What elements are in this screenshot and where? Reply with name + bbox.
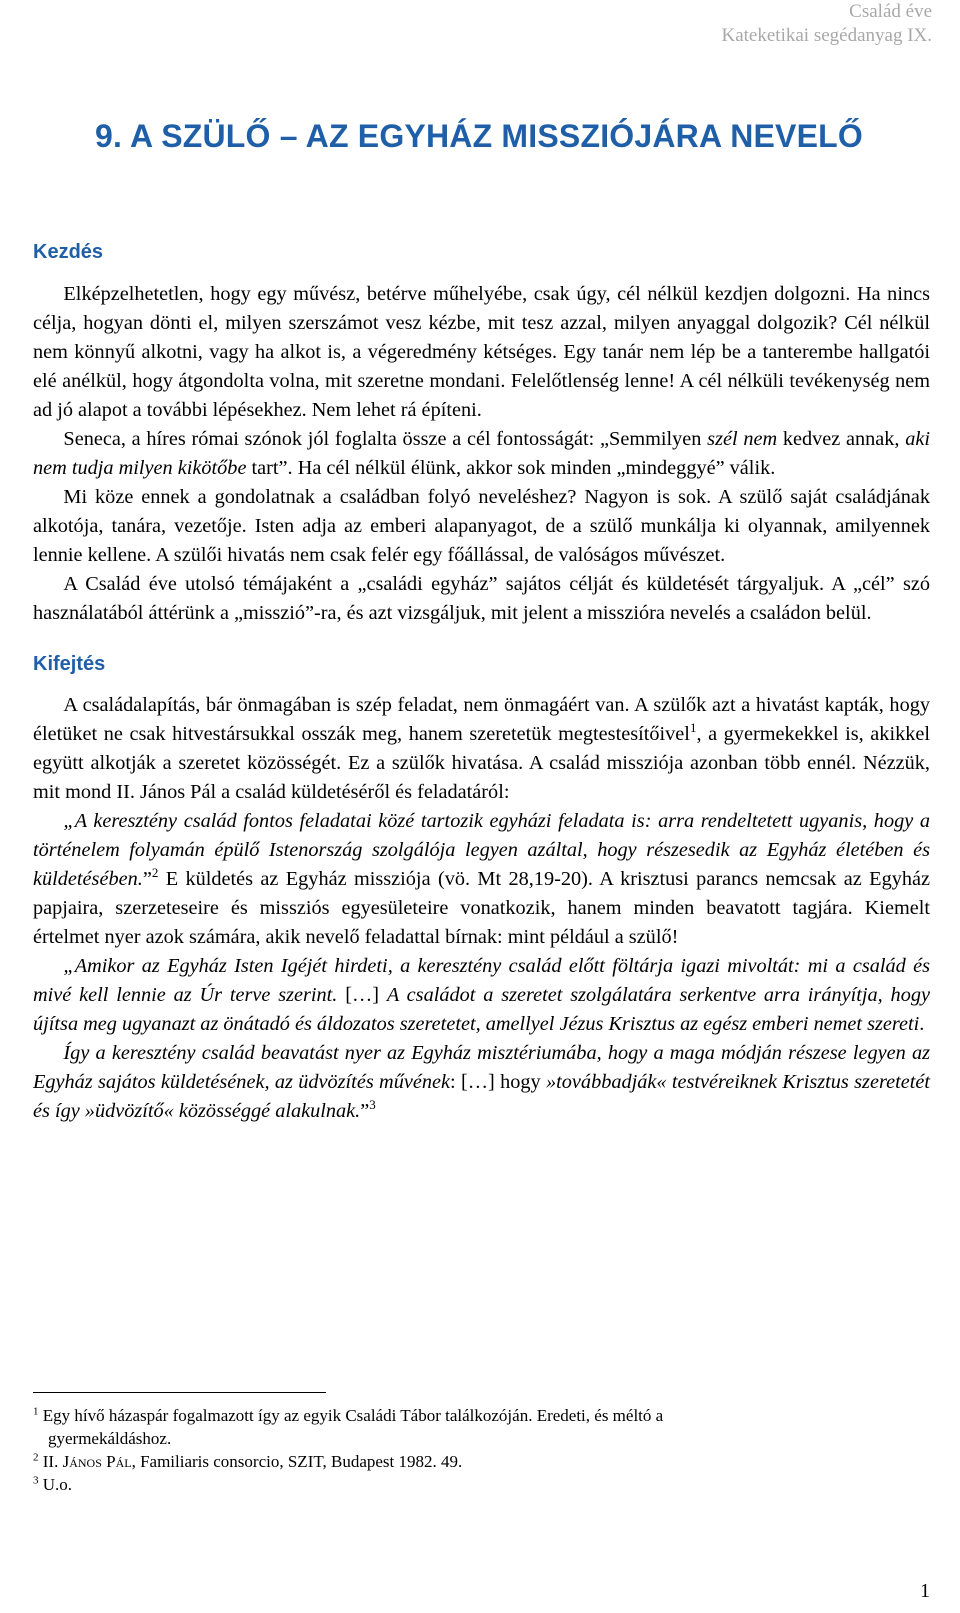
quote-italic: Így a keresztény család beavatást nyer az Egyház misztériumába, hogy a maga módján részese legyen az Egyház sajátos küldetésének, az üdvözítés művének — [33, 1042, 930, 1093]
text-span: , a gyermekekkel is, akikkel együtt alkotják a szeretet közösségét. Ez a szülők hivatása. A család missziója azonban több ennél. Nézzük, mit mond II. János Pál a család küldetéséről és feladatáról: — [33, 723, 930, 803]
paragraph — [33, 570, 930, 628]
text-span: […] — [337, 984, 387, 1006]
footnote-3 — [33, 1473, 833, 1496]
text-span: : […] hogy — [450, 1071, 547, 1093]
main-content — [33, 238, 930, 1126]
text-span: A családalapítás, bár önmagában is szép feladat, nem önmagáért van. A szülők azt a hivatást kapták, hogy életüket ne csak hitvestársukkal osszák meg, hanem szeretetük megtestesítőivel — [33, 694, 930, 745]
section-heading-kifejtes: Kifejtés — [33, 653, 106, 675]
italic-span: szél nem — [707, 428, 778, 450]
footnote-text: II. — [42, 1452, 63, 1471]
footnote-text: U.o. — [42, 1475, 73, 1494]
footnote-1 — [33, 1404, 833, 1450]
quote-italic: »továbbadják« testvéreiknek Krisztus szeretetét és így »üdvözítő« közösséggé alakulnak. — [33, 1071, 931, 1122]
italic-span: aki nem tudja milyen kikötőbe — [33, 428, 931, 479]
footnote-number: 1 — [33, 1405, 39, 1418]
text-span: . — [919, 1013, 925, 1035]
paragraph-text: A Család éve utolsó témájaként a „családi egyház” sajátos célját és küldetését tárgyaljuk. A „cél” szó használatából áttérünk a „misszió”-ra, és azt vizsgáljuk, mit jelent a misszióra nevelés a családon belül. — [33, 573, 930, 624]
footnote-text: Egy hívő házaspár fogalmazott így az egyik Családi Tábor találkozóján. Eredeti, és méltó a — [42, 1406, 664, 1425]
paragraph: „A keresztény család fontos feladatai közé tartozik egyházi feladata is: arra rendeltetett ugyanis, hogy a történelem folyamán épülő Istenország szolgálója legyen azáltal, hogy részesedik az Egyház életében és küldetésében.”$^2$ E küldetés az Egyház missziója (vö. Mt 28,19-20). A krisztusi parancs nemcsak az Egyház papjaira, szerzeteseire és missziós egyesületeire vonatkozik, hanem minden beavatott tagjára. Kiemelt értelmet nyer azok számára, akik nevelő feladattal bírnak: mint például a szülő! — [33, 810, 930, 948]
footnote-author: János Pál — [62, 1452, 132, 1471]
paragraph-text: Elképzelhetetlen, hogy egy művész, betérve műhelyébe, csak úgy, cél nélkül kezdjen dolgozni. Ha nincs célja, hogyan dönti el, milyen szerszámot vesz kézbe, mit tesz azzal, milyen anyaggal dolgozik? Cél nélkül nem könnyű alkotni, vagy ha alkot is, a végeredmény kétséges. Egy tanár nem lép be a tanterembe hallgatói elé anélkül, hogy átgondolta volna, mit szeretne mondani. Felelőtlenség lenne! A cél nélküli tevékenység nem ad jó alapot a további lépésekhez. Nem lehet rá építeni. — [33, 283, 930, 421]
header-line-1: Család éve — [849, 1, 932, 22]
footnote-text-continued: gyermekáldáshoz. — [48, 1429, 172, 1448]
footnote-ref: 2 — [151, 865, 159, 881]
text-span: kedvez annak, — [777, 428, 906, 450]
footnote-ref: 1 — [689, 720, 697, 736]
footnote-2 — [33, 1450, 833, 1473]
paragraph-text: Mi köze ennek a gondolatnak a családban folyó neveléshez? Nagyon is sok. A szülő saját családjának alkotója, tanára, vezetője. Isten adja az emberi alapanyagot, de a szülő munkálja ki olyannak, amilyennek lennie kellene. A szülői hivatás nem csak felér egy főállással, de valóságos művészet. — [33, 486, 930, 566]
footnote-divider — [33, 1392, 326, 1393]
text-span: Seneca, a híres római szónok jól foglalta össze a cél fontosságát: „Semmilyen — [63, 428, 708, 450]
paragraph — [33, 425, 930, 483]
paragraph — [33, 483, 930, 570]
running-header — [722, 0, 933, 48]
footnote-ref: 3 — [369, 1097, 376, 1113]
paragraph — [33, 691, 930, 807]
quote-italic: „A keresztény család fontos feladatai közé tartozik egyházi feladata is: arra rendeltetett ugyanis, hogy a történelem folyamán épülő Istenország szolgálója legyen azáltal, hogy részesedik az Egyház életében és küldetésében. — [33, 810, 930, 890]
paragraph: Így a keresztény család beavatást nyer az Egyház misztériumába, hogy a maga módján részese legyen az Egyház sajátos küldetésének, az üdvözítés művének: […] hogy »továbbadják« testvéreiknek Krisztus szeretetét és így »üdvözítő« közösséggé alakulnak.”$^3$ — [33, 1042, 931, 1122]
text-span: E küldetés az Egyház missziója (vö. Mt 28,19-20). A krisztusi parancs nemcsak az Egyház papjaira, szerzeteseire és missziós egyesületeire vonatkozik, hanem minden beavatott tagjára. Kiemelt értelmet nyer azok számára, akik nevelő feladattal bírnak: mint például a szülő! — [33, 868, 930, 948]
footnote-number: 2 — [33, 1451, 39, 1464]
header-line-2: Kateketikai segédanyag IX. — [721, 25, 932, 46]
footnotes — [33, 1404, 833, 1496]
paragraph — [33, 952, 930, 1039]
footnote-text: , Familiaris consorcio, SZIT, Budapest 1982. 49. — [131, 1452, 463, 1471]
text-span: tart”. Ha cél nélkül élünk, akkor sok minden „mindeggyé” válik. — [246, 457, 776, 479]
paragraph — [33, 280, 930, 425]
quote-italic: A családot a szeretet szolgálatára serkentve arra irányítja, hogy újítsa meg ugyanazt az önátadó és áldozatos szeretetet, amellyel Jézus Krisztus az egész emberi nemet szereti — [33, 984, 930, 1035]
chapter-title: 9. A SZÜLŐ – AZ EGYHÁZ MISSZIÓJÁRA NEVELŐ — [95, 118, 863, 154]
section-heading-kezdes: Kezdés — [33, 241, 104, 263]
quote-italic: „Amikor az Egyház Isten Igéjét hirdeti, a keresztény család előtt föltárja igazi mivoltát: mi a család és mivé kell lennie az Úr terve szerint. — [33, 955, 930, 1006]
page-number: 1 — [920, 1580, 930, 1602]
footnote-number: 3 — [33, 1474, 39, 1487]
